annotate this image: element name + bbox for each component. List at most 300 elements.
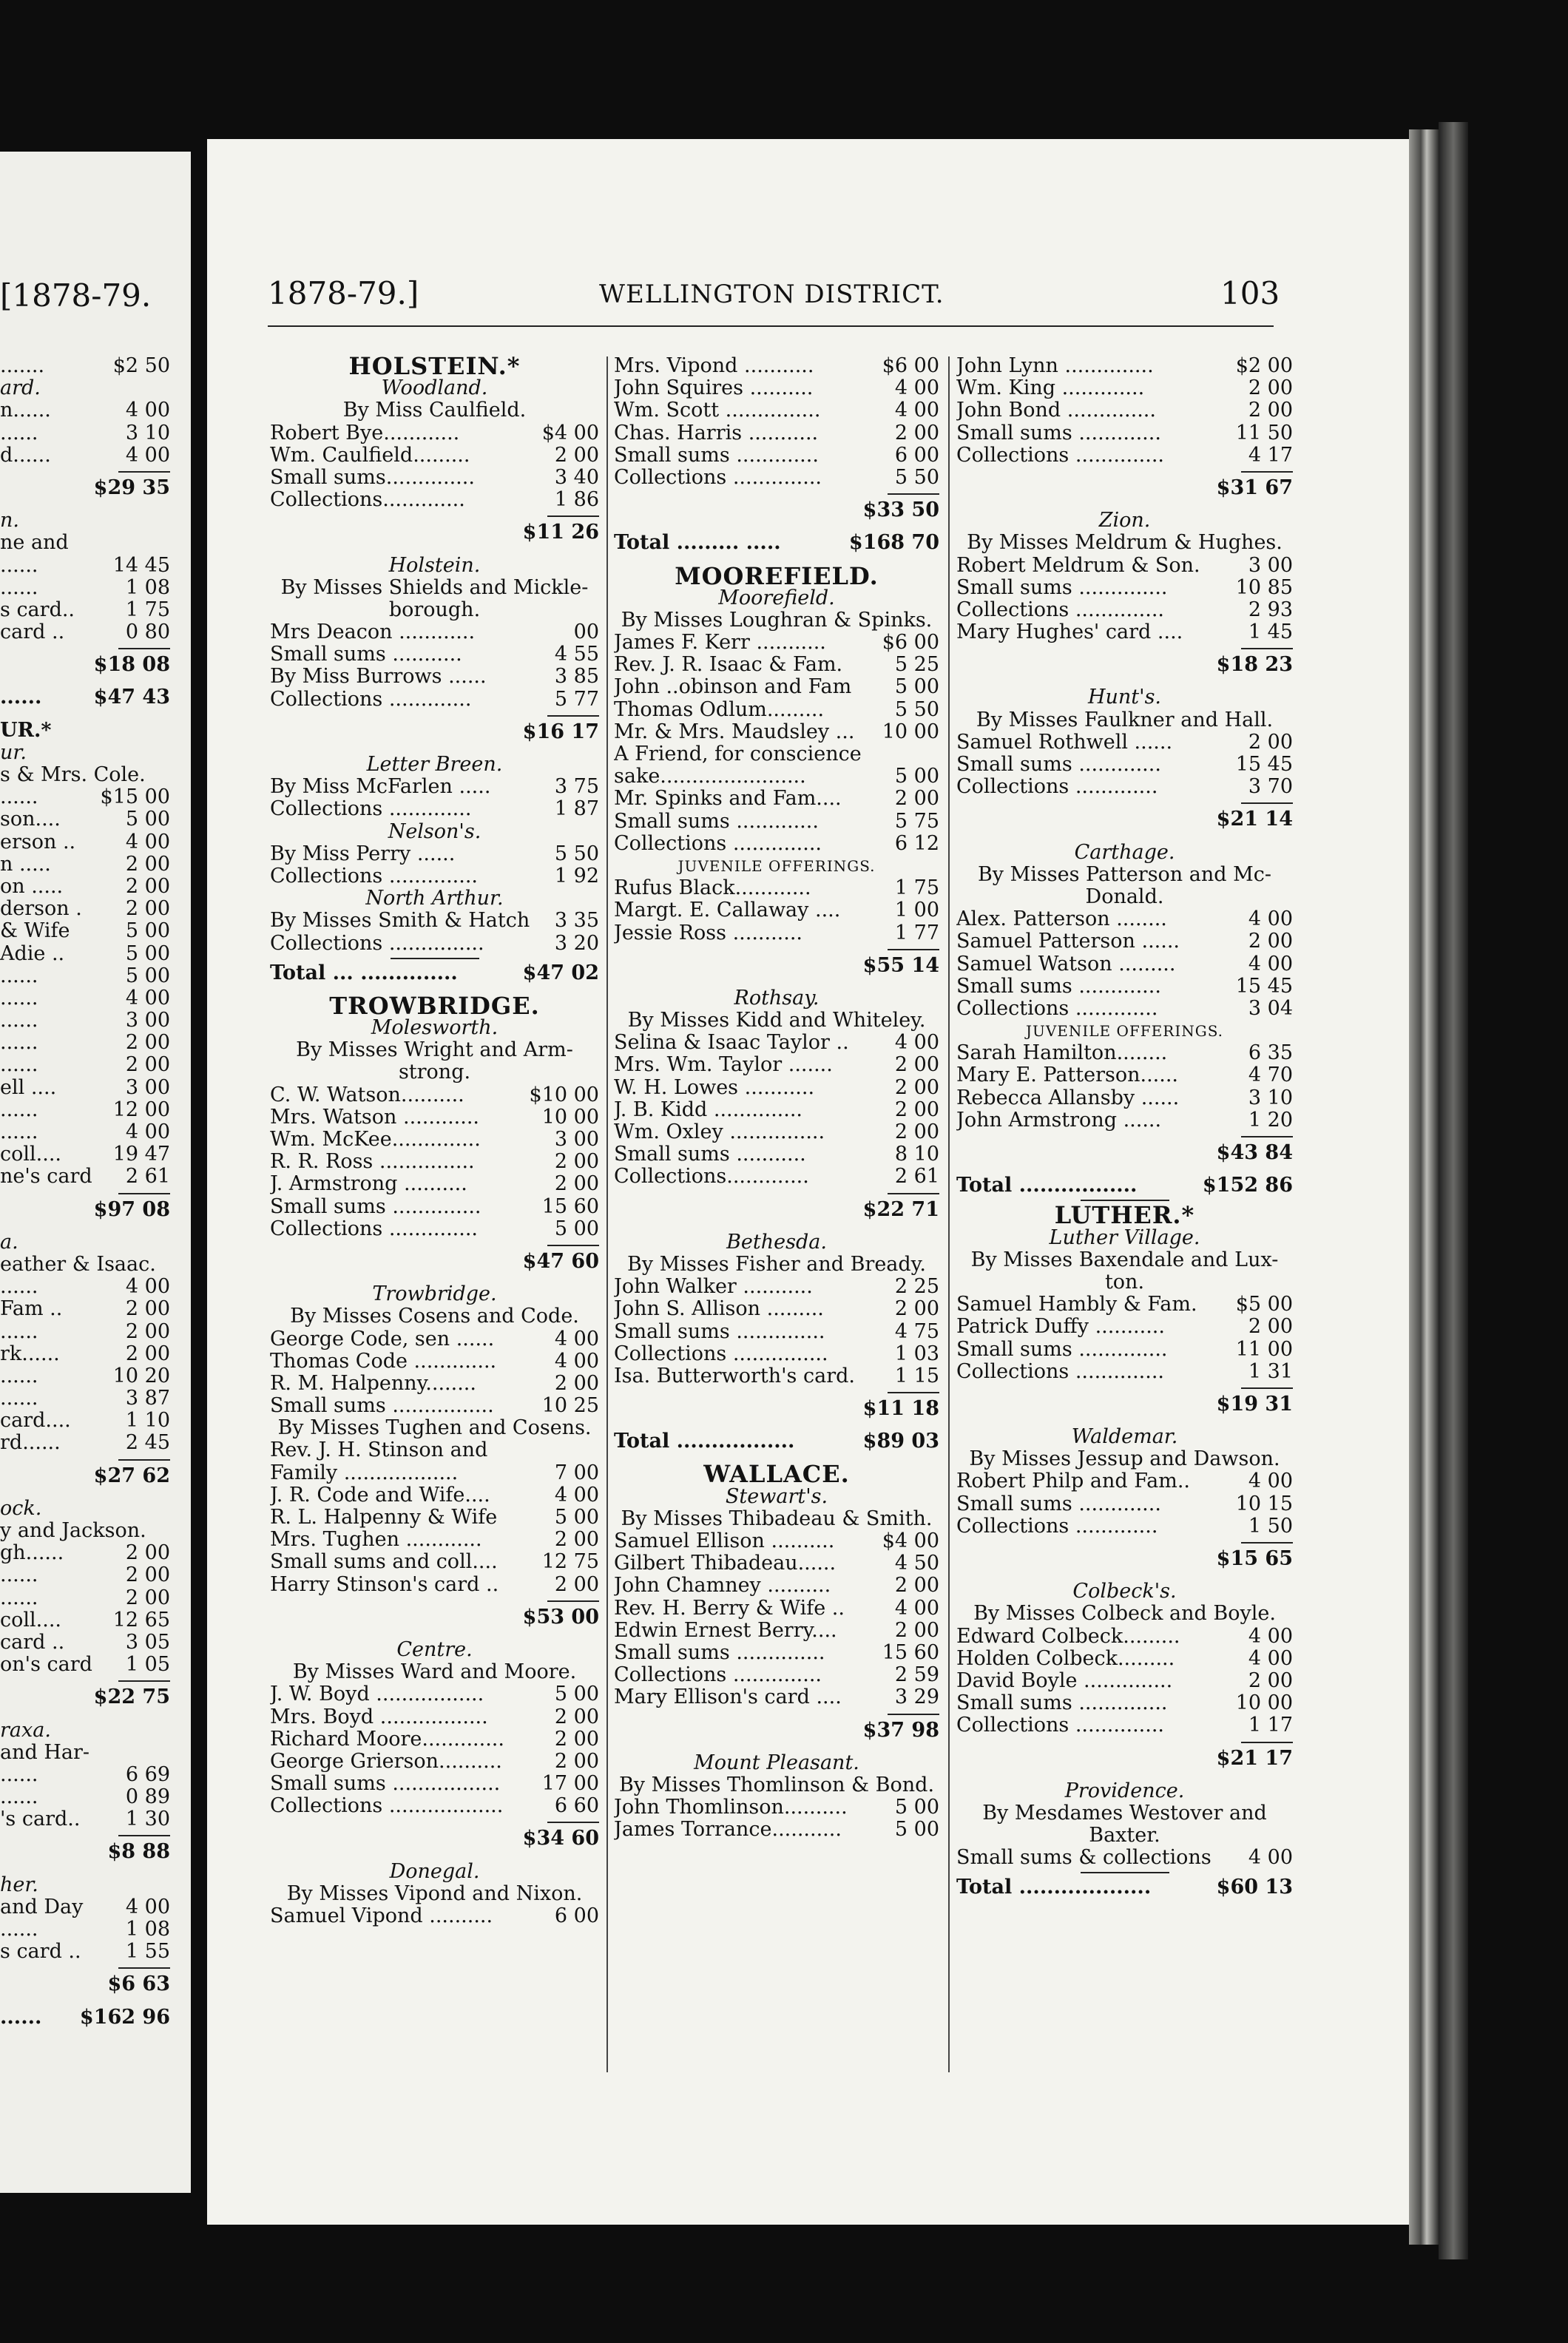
- sum-rule: [547, 515, 599, 517]
- contribution-amount: $89 03: [862, 1430, 939, 1453]
- contribution-amount: $5 00: [1235, 1293, 1293, 1316]
- contribution-row: [614, 355, 939, 377]
- contributor-name: ......: [0, 554, 38, 577]
- contribution-row: [270, 1151, 599, 1173]
- contribution-row: [0, 1542, 170, 1564]
- contribution-row: [956, 599, 1293, 621]
- appointment-name: North Arthur.: [365, 887, 504, 910]
- contribution-amount: 15 60: [882, 1640, 939, 1664]
- contributor-name: Edward Colbeck.........: [956, 1625, 1180, 1648]
- contribution-amount: 1 08: [125, 1918, 170, 1941]
- contributor-name: Gilbert Thibadeau......: [614, 1552, 837, 1575]
- total-row: [956, 1876, 1293, 1899]
- contribution-row: [0, 555, 170, 577]
- contribution-amount: 1 05: [125, 1653, 170, 1677]
- sum-rule: [1241, 1387, 1293, 1389]
- total-row: [0, 1199, 170, 1221]
- contribution-amount: 1 87: [554, 797, 599, 821]
- sum-rule: [118, 648, 170, 649]
- contributor-name: ......: [0, 1586, 38, 1609]
- contribution-row: [956, 754, 1293, 776]
- contribution-row: [614, 721, 939, 743]
- contribution-amount: 19 47: [112, 1143, 170, 1166]
- contributor-name: Holden Colbeck.........: [956, 1647, 1175, 1670]
- contribution-amount: 15 60: [541, 1194, 599, 1218]
- contribution-amount: 17 00: [541, 1772, 599, 1796]
- contribution-amount: 12 75: [541, 1550, 599, 1574]
- contribution-row: [270, 1328, 599, 1350]
- contribution-amount: 4 00: [894, 376, 939, 400]
- collector-line: By Misses Cosens and Code.: [290, 1305, 579, 1328]
- contribution-row: [270, 1529, 599, 1551]
- spacer: [956, 676, 1293, 686]
- contribution-amount: 4 00: [554, 1483, 599, 1507]
- contribution-amount: 2 61: [894, 1165, 939, 1189]
- contribution-amount: 6 60: [554, 1794, 599, 1818]
- contributor-name: Samuel Rothwell ......: [956, 731, 1173, 754]
- contribution-amount: 4 00: [125, 443, 170, 467]
- subtotal: $11 18: [862, 1397, 939, 1421]
- contribution-amount: 3 87: [125, 1387, 170, 1410]
- contributor-name: n .....: [0, 853, 51, 876]
- spacer: [614, 977, 939, 987]
- contributor-name: card ..: [0, 1631, 65, 1654]
- contribution-row: [614, 1620, 939, 1642]
- contributor-name: Small sums .............: [614, 810, 819, 833]
- contribution-amount: [936, 743, 939, 765]
- contribution-amount: 7 00: [554, 1461, 599, 1484]
- total-row: [0, 1465, 170, 1487]
- contribution-row: [614, 1276, 939, 1298]
- contribution-row: [956, 953, 1293, 976]
- sum-rule: [888, 493, 939, 495]
- contributor-name: rk......: [0, 1342, 60, 1365]
- contributor-name: Mary Hughes' card ....: [956, 621, 1183, 644]
- appointment-name: Molesworth.: [371, 1016, 499, 1040]
- contribution-amount: [596, 1439, 599, 1461]
- contribution-amount: [167, 764, 170, 786]
- appointment-name: Trowbridge.: [372, 1282, 497, 1306]
- contributor-name: [0, 477, 91, 499]
- contribution-row: [956, 1294, 1293, 1316]
- contribution-amount: 10 15: [1235, 1492, 1293, 1515]
- contributor-name: Wm. Oxley ...............: [614, 1121, 825, 1143]
- contribution-row: [614, 1664, 939, 1686]
- contribution-row: [270, 1905, 599, 1927]
- contributor-name: John Bond ..............: [956, 399, 1156, 422]
- contributor-name: erson ..: [0, 831, 76, 853]
- collector-line: By Misses Faulkner and Hall.: [976, 708, 1274, 731]
- column-2: [614, 355, 939, 1841]
- contributor-name: coll....: [0, 1143, 61, 1166]
- collector-line: Donald.: [1085, 885, 1164, 908]
- contribution-amount: 2 00: [1248, 930, 1293, 953]
- circuit-heading: MOOREFIELD.: [675, 561, 879, 590]
- contribution-amount: 4 00: [894, 399, 939, 422]
- contribution-amount: 3 85: [554, 665, 599, 689]
- contributor-name: rd......: [0, 1432, 61, 1455]
- sum-rule: [547, 715, 599, 717]
- contributor-name: J. B. Kidd ..............: [614, 1098, 803, 1121]
- contributor-name: ......: [0, 1276, 38, 1299]
- contribution-row: [956, 377, 1293, 399]
- contributor-name: C. W. Watson..........: [270, 1083, 464, 1106]
- contribution-amount: $15 00: [100, 785, 170, 809]
- contribution-amount: 2 00: [125, 1297, 170, 1321]
- spacer: [614, 1742, 939, 1752]
- contribution-amount: 4 00: [554, 1349, 599, 1373]
- contributor-name: Rufus Black............: [614, 877, 811, 900]
- contributor-name: John Squires ..........: [614, 377, 814, 400]
- contribution-row: [270, 1439, 599, 1461]
- contribution-amount: $97 08: [93, 1197, 170, 1221]
- sum-rule: [118, 1459, 170, 1461]
- contributor-name: Small sums ..............: [270, 1195, 481, 1218]
- contribution-amount: $10 00: [529, 1083, 599, 1106]
- contribution-amount: 3 10: [125, 421, 170, 444]
- subtotal: $43 84: [1216, 1141, 1293, 1164]
- contribution-amount: 5 00: [894, 765, 939, 788]
- contribution-amount: 5 00: [125, 919, 170, 943]
- contributor-name: Robert Bye............: [270, 422, 460, 444]
- contribution-amount: 1 20: [1248, 1108, 1293, 1132]
- sum-rule: [1241, 1136, 1293, 1137]
- collector-line: By Misses Wright and Arm-: [296, 1038, 573, 1062]
- spacer: [0, 709, 170, 720]
- contribution-amount: $4 00: [882, 1529, 939, 1552]
- contribution-amount: 10 20: [112, 1364, 170, 1387]
- contribution-row: [0, 1564, 170, 1586]
- contributor-name: Mrs. Tughen ............: [270, 1529, 482, 1552]
- contributor-name: Samuel Watson .........: [956, 953, 1176, 976]
- contributor-name: Collections ..............: [956, 1360, 1165, 1383]
- sum-rule: [547, 1600, 599, 1602]
- circuit-heading: HOLSTEIN.*: [348, 352, 521, 380]
- contribution-amount: 3 04: [1248, 996, 1293, 1020]
- contribution-amount: $168 70: [848, 531, 939, 555]
- contributor-name: Mr. & Mrs. Maudsley ...: [614, 720, 855, 743]
- contribution-amount: 1 00: [894, 899, 939, 922]
- contributor-name: Collections .............: [956, 776, 1158, 799]
- contribution-amount: 4 17: [1248, 443, 1293, 467]
- contribution-amount: 4 00: [894, 1596, 939, 1620]
- contribution-amount: 6 00: [554, 1904, 599, 1927]
- appointment-name: Bethesda.: [726, 1230, 827, 1254]
- contributor-name: ......: [0, 964, 38, 987]
- contributor-name: ......: [0, 1098, 38, 1121]
- contribution-amount: 11 00: [1235, 1337, 1293, 1361]
- appointment-name: Moorefield.: [718, 586, 835, 609]
- contribution-amount: 0 80: [125, 621, 170, 644]
- contributor-name: Total ...................: [956, 1876, 1152, 1899]
- spacer: [956, 831, 1293, 842]
- contributor-name: Robert Meldrum & Son.: [956, 554, 1200, 577]
- contribution-row: [956, 1670, 1293, 1692]
- collector-line: By Misses Meldrum & Hughes.: [967, 531, 1283, 555]
- contribution-amount: 4 00: [125, 1275, 170, 1299]
- contribution-row: [270, 1084, 599, 1106]
- appointment-name: Stewart's.: [725, 1484, 828, 1508]
- contribution-row: [0, 1874, 170, 1896]
- contributor-name: Collections ..................: [270, 1795, 504, 1818]
- contribution-row: [0, 1231, 170, 1254]
- contribution-row: [0, 510, 170, 532]
- contribution-amount: 2 00: [1248, 1315, 1293, 1339]
- collector-line: By Misses Ward and Moore.: [292, 1660, 577, 1684]
- contribution-row: [0, 1786, 170, 1808]
- contributor-name: Collections ...............: [614, 1342, 828, 1365]
- contributor-name: ard.: [0, 377, 41, 400]
- spacer: [956, 1770, 1293, 1780]
- contribution-amount: 2 00: [125, 1031, 170, 1055]
- contribution-row: [956, 1692, 1293, 1714]
- contribution-amount: $8 88: [107, 1840, 170, 1864]
- contribution-amount: 2 00: [1248, 376, 1293, 400]
- contribution-amount: 1 92: [554, 864, 599, 888]
- appointment-name: Hunt's.: [1087, 686, 1162, 709]
- collector-line: By Misses Jessup and Dawson.: [969, 1447, 1280, 1471]
- contribution-amount: 2 00: [1248, 730, 1293, 754]
- appointment-name: Providence.: [1064, 1779, 1185, 1802]
- contributor-name: George Code, sen ......: [270, 1328, 495, 1350]
- contribution-amount: 2 00: [554, 1528, 599, 1552]
- sum-rule: [118, 471, 170, 473]
- spacer: [614, 521, 939, 532]
- contribution-row: [956, 1714, 1293, 1737]
- contribution-amount: 11 50: [1235, 421, 1293, 444]
- circuit-heading: LUTHER.*: [1054, 1201, 1195, 1230]
- contribution-row: [614, 377, 939, 399]
- contribution-amount: 5 00: [554, 1217, 599, 1240]
- collector-line: Baxter.: [1089, 1824, 1160, 1847]
- contribution-amount: 2 00: [554, 1727, 599, 1751]
- sum-rule: [1241, 802, 1293, 804]
- spacer: [0, 1864, 170, 1874]
- contribution-amount: $18 08: [93, 653, 170, 677]
- contribution-row: [614, 743, 939, 765]
- contribution-amount: 2 00: [125, 1053, 170, 1077]
- contributor-name: Chas. Harris ...........: [614, 422, 819, 444]
- contribution-row: [0, 1121, 170, 1143]
- spacer: [0, 1996, 170, 2006]
- contribution-amount: 5 75: [894, 809, 939, 833]
- contributor-name: and Day: [0, 1896, 84, 1918]
- contributor-name: James Torrance...........: [614, 1819, 842, 1842]
- contribution-row: [270, 467, 599, 489]
- contribution-row: [270, 1462, 599, 1484]
- contributor-name: Small sums & collections: [956, 1847, 1212, 1870]
- contribution-row: [956, 1648, 1293, 1670]
- contribution-row: [614, 699, 939, 721]
- contribution-row: [0, 808, 170, 831]
- contributor-name: Mrs. Boyd .................: [270, 1705, 488, 1728]
- contribution-row: [614, 1054, 939, 1076]
- contributor-name: John Chamney ..........: [614, 1575, 831, 1598]
- contribution-amount: 3 00: [125, 1075, 170, 1099]
- contributor-name: J. R. Code and Wife....: [270, 1484, 490, 1507]
- column-divider-2: [948, 356, 950, 2072]
- contribution-row: [270, 1173, 599, 1195]
- contributor-name: UR.*: [0, 719, 52, 742]
- contribution-amount: 1 10: [125, 1409, 170, 1433]
- spacer: [0, 676, 170, 686]
- contributor-name: ......: [0, 1786, 38, 1809]
- contribution-row: [270, 1106, 599, 1129]
- collector-line: ton.: [1104, 1270, 1145, 1294]
- contributor-name: Mary Ellison's card ....: [614, 1686, 842, 1709]
- contributor-name: John Walker ...........: [614, 1276, 813, 1299]
- contributor-name: Rev. H. Berry & Wife ..: [614, 1597, 845, 1620]
- contribution-amount: 2 00: [125, 1319, 170, 1343]
- contributor-name: Collections ..............: [270, 1217, 479, 1240]
- contributor-name: ell ....: [0, 1076, 57, 1099]
- contribution-row: [614, 1298, 939, 1320]
- contributor-name: Mary E. Patterson......: [956, 1064, 1178, 1087]
- contribution-row: [956, 1470, 1293, 1492]
- spacer: [270, 1850, 599, 1861]
- contributor-name: ......: [0, 1054, 38, 1077]
- contributor-name: son....: [0, 808, 61, 831]
- contributor-name: Collections .............: [270, 798, 472, 821]
- collector-line: By Miss Caulfield.: [342, 399, 527, 422]
- contribution-row: [0, 1365, 170, 1387]
- collector-line: By Misses Baxendale and Lux-: [970, 1248, 1279, 1271]
- appointment-name: Zion.: [1098, 509, 1151, 532]
- contributor-name: ur.: [0, 741, 27, 764]
- contributor-name: [0, 1465, 91, 1487]
- contribution-row: [270, 1683, 599, 1705]
- contribution-amount: 5 00: [125, 808, 170, 831]
- contribution-row: [0, 532, 170, 554]
- contribution-row: [0, 1143, 170, 1166]
- contributor-name: n.: [0, 510, 19, 532]
- contribution-row: [614, 1077, 939, 1099]
- contributor-name: Isa. Butterworth's card.: [614, 1365, 855, 1387]
- contribution-amount: 4 50: [894, 1552, 939, 1575]
- contributor-name: coll....: [0, 1609, 61, 1632]
- contribution-row: [614, 1598, 939, 1620]
- collector-line: By Misses Colbeck and Boyle.: [973, 1602, 1276, 1626]
- contribution-amount: 2 00: [125, 1563, 170, 1587]
- total-row: [270, 962, 599, 984]
- subtotal: $34 60: [522, 1827, 599, 1850]
- contribution-row: [0, 1343, 170, 1365]
- contribution-row: [614, 1321, 939, 1343]
- contribution-row: [956, 422, 1293, 444]
- contribution-amount: 2 00: [554, 1172, 599, 1196]
- contributor-name: R. L. Halpenny & Wife: [270, 1507, 498, 1529]
- contributor-name: Edwin Ernest Berry....: [614, 1619, 837, 1642]
- contribution-row: [0, 399, 170, 422]
- contribution-row: [270, 444, 599, 467]
- contribution-row: [956, 731, 1293, 754]
- contribution-row: [614, 1530, 939, 1552]
- contribution-row: [0, 1032, 170, 1054]
- contribution-amount: $2 50: [112, 354, 170, 377]
- contributor-name: Samuel Patterson ......: [956, 930, 1180, 953]
- collector-line: By Misses Thomlinson & Bond.: [618, 1773, 935, 1796]
- contributor-name: J. W. Boyd .................: [270, 1683, 484, 1706]
- sum-rule: [888, 1193, 939, 1194]
- subtotal: $15 65: [1216, 1547, 1293, 1570]
- contribution-amount: 15 45: [1235, 974, 1293, 998]
- contribution-amount: 2 45: [125, 1431, 170, 1455]
- total-row: [0, 1973, 170, 1995]
- collector-line: By Misses Thibadeau & Smith.: [621, 1507, 933, 1530]
- contribution-row: [956, 1847, 1293, 1869]
- contribution-row: [270, 798, 599, 820]
- contribution-row: [956, 1087, 1293, 1109]
- contribution-amount: [167, 510, 170, 532]
- contribution-row: [614, 1121, 939, 1143]
- contribution-row: [270, 1395, 599, 1417]
- contribution-amount: 4 00: [1248, 1846, 1293, 1870]
- contribution-row: [270, 1751, 599, 1773]
- contribution-row: [0, 1896, 170, 1918]
- contribution-amount: 2 00: [894, 1053, 939, 1077]
- section-rule: [1081, 1872, 1169, 1873]
- contribution-amount: 2 00: [125, 1586, 170, 1609]
- contribution-amount: 2 93: [1248, 598, 1293, 621]
- contribution-amount: 5 77: [554, 687, 599, 711]
- total-row: [0, 686, 170, 709]
- contribution-row: [614, 1686, 939, 1708]
- contributor-name: [0, 1841, 104, 1863]
- appointment-name: Luther Village.: [1049, 1225, 1200, 1249]
- contribution-row: [0, 965, 170, 987]
- appointment-name: Letter Breen.: [366, 753, 503, 776]
- contributor-name: on .....: [0, 875, 64, 898]
- contribution-row: [0, 1918, 170, 1941]
- contribution-amount: 4 00: [1248, 907, 1293, 931]
- contributor-name: Mr. Spinks and Fam....: [614, 788, 842, 811]
- contribution-row: [614, 1819, 939, 1841]
- contribution-row: [0, 1632, 170, 1654]
- contributor-name: n......: [0, 399, 51, 422]
- contributor-name: ......: [0, 1320, 38, 1343]
- contribution-row: [956, 1493, 1293, 1515]
- contributor-name: Collections ..............: [956, 1714, 1165, 1737]
- contribution-amount: 4 75: [894, 1319, 939, 1343]
- contribution-row: [614, 676, 939, 698]
- contributor-name: [0, 654, 91, 676]
- contribution-row: [0, 1387, 170, 1410]
- contribution-row: [614, 899, 939, 922]
- section-rule: [391, 958, 479, 959]
- total-row: [0, 720, 170, 742]
- contribution-row: [614, 811, 939, 833]
- contribution-amount: 2 00: [125, 897, 170, 921]
- contribution-amount: 2 25: [894, 1275, 939, 1299]
- contributor-name: John Armstrong ......: [956, 1109, 1162, 1132]
- collector-line: By Misses Shields and Mickle-: [280, 575, 589, 599]
- subtotal: $53 00: [522, 1605, 599, 1629]
- contribution-row: [270, 1484, 599, 1507]
- contributor-name: Thomas Odlum.........: [614, 698, 825, 721]
- contribution-row: [270, 422, 599, 444]
- contribution-amount: 2 00: [125, 874, 170, 898]
- contribution-amount: 10 00: [1235, 1691, 1293, 1715]
- contributor-name: Small sums..............: [270, 466, 475, 489]
- contributor-name: card....: [0, 1410, 71, 1433]
- contribution-amount: 15 45: [1235, 753, 1293, 776]
- collector-line: By Misses Fisher and Bready.: [627, 1252, 926, 1276]
- contributor-name: By Miss McFarlen .....: [270, 776, 491, 799]
- contributor-name: Collections ..............: [956, 598, 1165, 621]
- collector-line: By Misses Patterson and Mc-: [977, 862, 1272, 886]
- collector-line: By Misses Tughen and Cosens.: [277, 1416, 592, 1440]
- contributor-name: Jessie Ross ...........: [614, 922, 802, 944]
